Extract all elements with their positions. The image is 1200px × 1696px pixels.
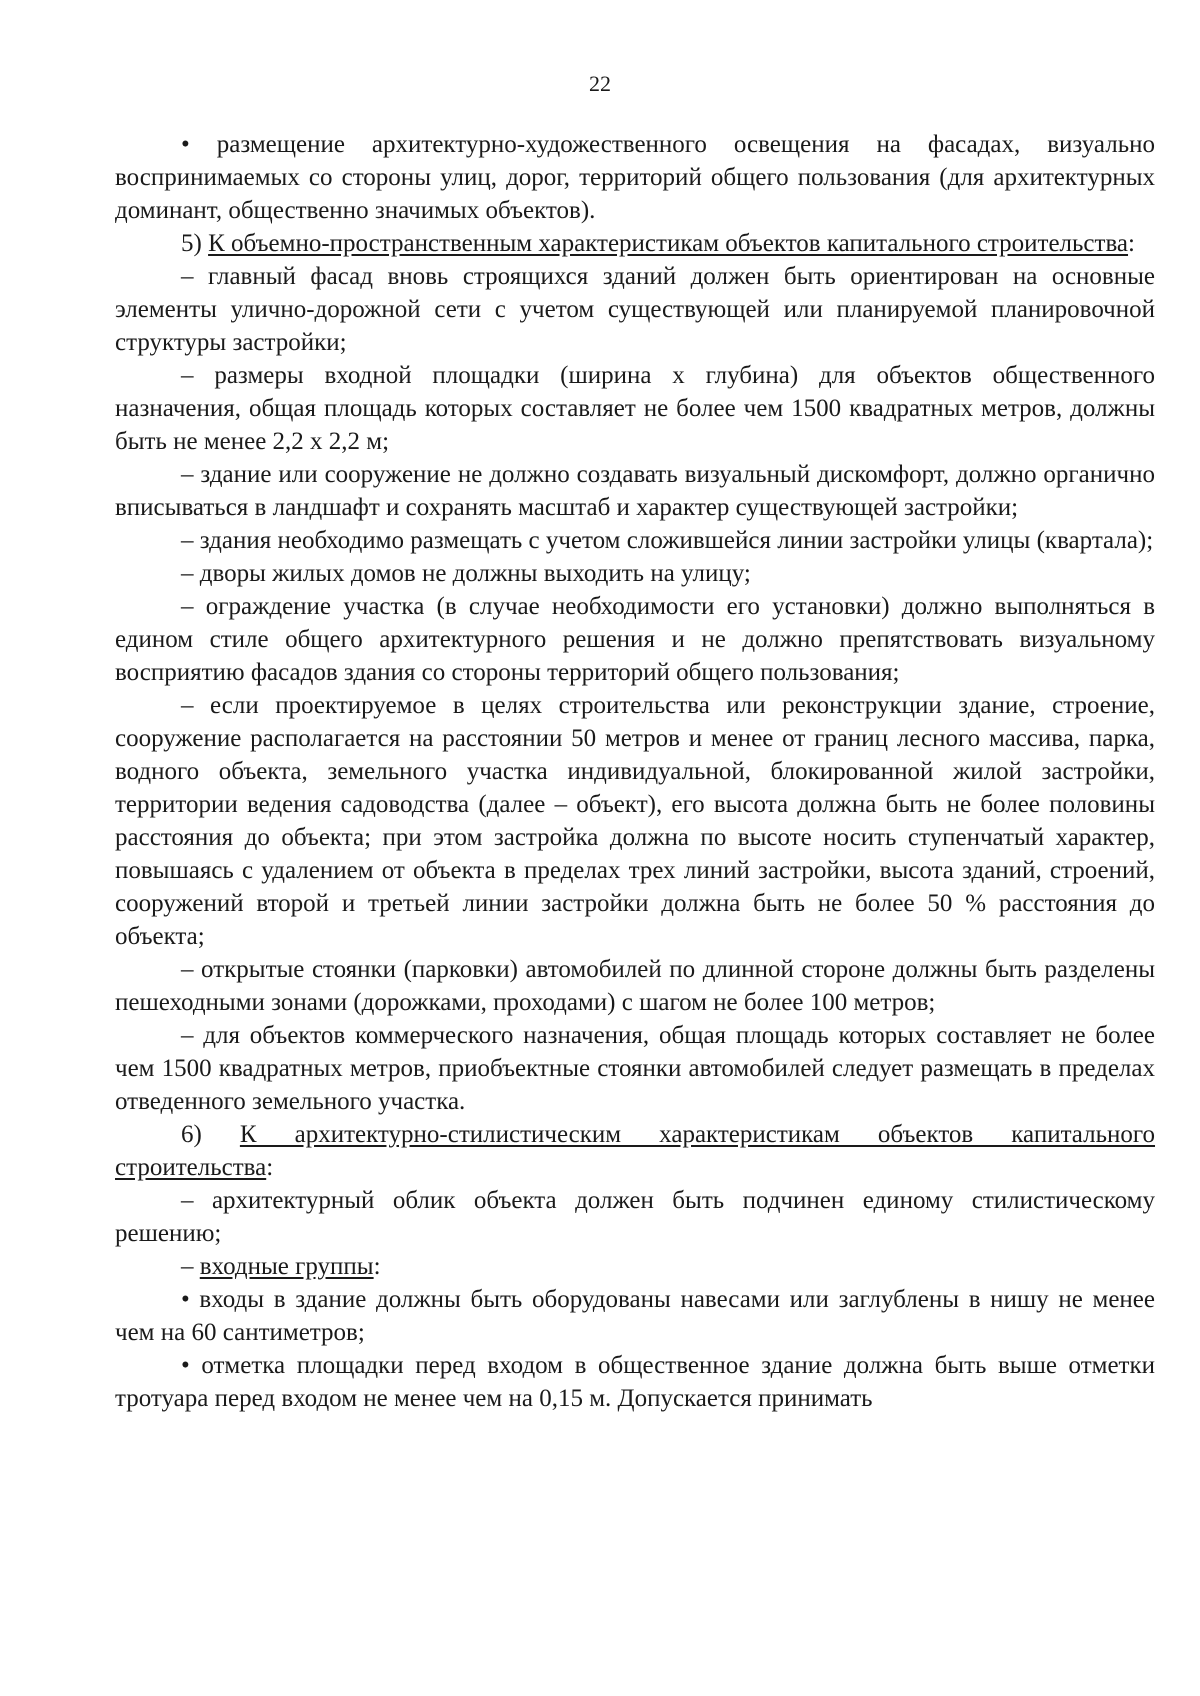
paragraph-bullet-canopies: • входы в здание должны быть оборудованы навесами или заглублены в нишу не менее чем на 60 сантиметров;	[115, 1286, 1155, 1346]
paragraph-architectural-look: – архитектурный облик объекта должен быть подчинен единому стилистическому решению;	[115, 1187, 1155, 1247]
paragraph-building-line: – здания необходимо размещать с учетом сложившейся линии застройки улицы (квартала);	[181, 527, 1154, 554]
paragraph-entrance-platform: – размеры входной площадки (ширина х глубина) для объектов общественного назначения, общая площадь которых составляет не более чем 1500 квадратных метров, должны быть не менее 2,2 х 2,2 м;	[115, 362, 1155, 455]
paragraph-bullet-lighting: • размещение архитектурно-художественного освещения на фасадах, визуально воспринимаемых со стороны улиц, дорог, территорий общего пользования (для архитектурных доминант, общественно значимых объектов).	[115, 131, 1155, 224]
subheading-entrance-groups-title: входные группы	[199, 1253, 374, 1280]
section-heading-5	[115, 227, 1155, 260]
paragraph-commercial-parking: – для объектов коммерческого назначения, общая площадь которых составляет не более чем 1500 квадратных метров, приобъектные стоянки автомобилей следует размещать в пределах отведенного земельного участка.	[115, 1022, 1155, 1115]
section-heading-6-title: К архитектурно-стилистическим характеристикам объектов капитального строительства	[115, 1121, 1156, 1181]
section-heading-6-number: 6)	[181, 1121, 240, 1148]
paragraph-open-parking: – открытые стоянки (парковки) автомобилей по длинной стороне должны быть разделены пешеходными зонами (дорожками, проходами) с шагом не более 100 метров;	[115, 956, 1155, 1016]
document-body	[115, 128, 1155, 1415]
paragraph-visual-discomfort: – здание или сооружение не должно создавать визуальный дискомфорт, должно органично вписываться в ландшафт и сохранять масштаб и характер существующей застройки;	[115, 461, 1155, 521]
paragraph-height-limit: – если проектируемое в целях строительства или реконструкции здание, строение, сооружение располагается на расстоянии 50 метров и менее от границ лесного массива, парка, водного объекта, земельного участка индивидуальной, блокированной жилой застройки, территории ведения садоводства (далее – объект), его высота должна быть не более половины расстояния до объекта; при этом застройка должна по высоте носить ступенчатый характер, повышаясь с удалением от объекта в пределах трех линий застройки, высота зданий, строений, сооружений второй и третьей линии застройки должна быть не более 50 % расстояния до объекта;	[115, 692, 1155, 950]
section-heading-5-colon: :	[1128, 230, 1135, 257]
subheading-entrance-groups	[115, 1250, 1155, 1283]
section-heading-6-colon: :	[266, 1154, 274, 1181]
paragraph-main-facade: – главный фасад вновь строящихся зданий должен быть ориентирован на основные элементы улично-дорожной сети с учетом существующей или планируемой планировочной структуры застройки;	[115, 263, 1155, 356]
section-heading-5-number: 5)	[181, 230, 209, 257]
paragraph-fencing: – ограждение участка (в случае необходимости его установки) должно выполняться в едином стиле общего архитектурного решения и не должно препятствовать визуальному восприятию фасадов здания со стороны территорий общего пользования;	[115, 593, 1155, 686]
subheading-entrance-groups-dash: –	[181, 1253, 200, 1280]
section-heading-5-title: К объемно-пространственным характеристикам объектов капитального строительства	[208, 230, 1129, 257]
page-number: 22	[589, 71, 611, 96]
paragraph-bullet-platform-level: • отметка площадки перед входом в общественное здание должна быть выше отметки тротуара перед входом не менее чем на 0,15 м. Допускается принимать	[115, 1352, 1155, 1412]
subheading-entrance-groups-colon: :	[373, 1253, 381, 1280]
section-heading-6	[115, 1118, 1155, 1184]
paragraph-courtyards: – дворы жилых домов не должны выходить на улицу;	[181, 560, 751, 587]
